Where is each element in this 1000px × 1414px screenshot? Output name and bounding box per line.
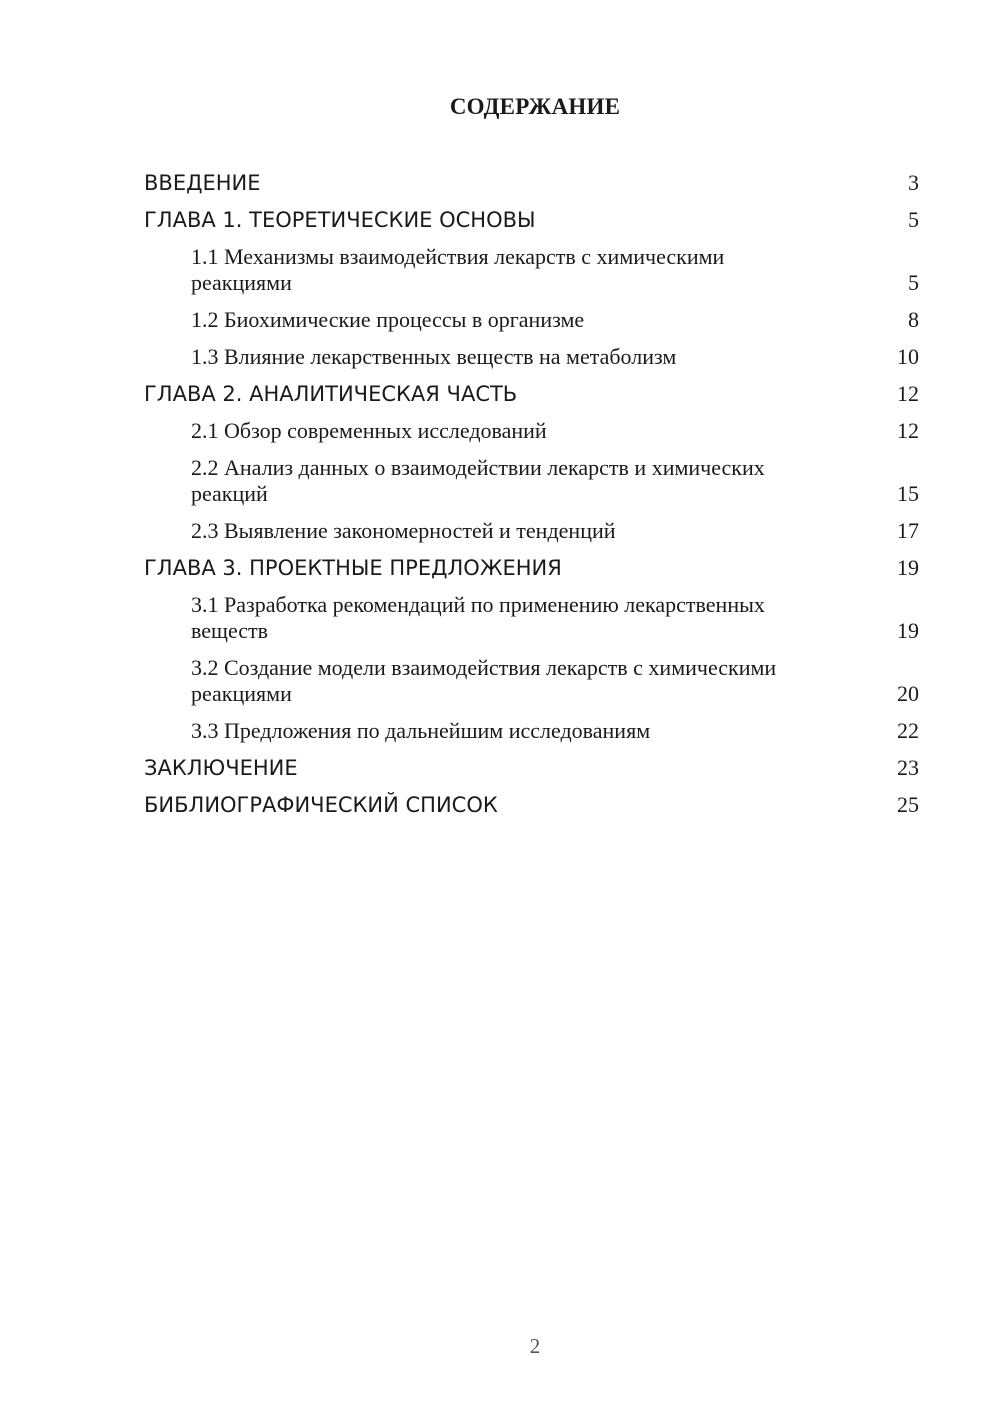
toc-entry-page: 5 (908, 207, 919, 232)
toc-entry-page: 20 (897, 681, 919, 706)
toc-entry-page: 3 (908, 170, 919, 195)
toc-entry-title: 3.1 Разработка рекомендаций по применению лекарственных веществ (191, 592, 765, 643)
toc-entry-page: 19 (897, 618, 919, 643)
toc-entry-section-3-3 (144, 718, 919, 744)
toc-entry-page: 25 (897, 792, 919, 817)
table-of-contents (144, 170, 919, 829)
toc-entry-section-1-3 (144, 344, 919, 370)
toc-entry-title: 3.2 Создание модели взаимодействия лекарств с химическими реакциями (191, 655, 777, 706)
toc-entry-page: 5 (908, 270, 919, 295)
toc-entry-page: 23 (897, 755, 919, 780)
toc-entry-title: 2.2 Анализ данных о взаимодействии лекарств и химических реакций (191, 455, 765, 506)
toc-entry-introduction (144, 170, 919, 196)
toc-entry-title: 2.3 Выявление закономерностей и тенденций (191, 518, 616, 543)
toc-entry-title: 3.3 Предложения по дальнейшим исследованиям (191, 718, 651, 743)
toc-entry-title: 2.1 Обзор современных исследований (191, 418, 547, 443)
toc-entry-section-1-1 (144, 244, 919, 296)
toc-entry-section-1-2 (144, 307, 919, 333)
toc-entry-page: 15 (897, 481, 919, 506)
toc-entry-title: ГЛАВА 2. АНАЛИТИЧЕСКАЯ ЧАСТЬ (144, 382, 518, 406)
toc-entry-title: ЗАКЛЮЧЕНИЕ (144, 756, 298, 780)
toc-entry-page: 17 (897, 518, 919, 543)
toc-entry-title: ГЛАВА 3. ПРОЕКТНЫЕ ПРЕДЛОЖЕНИЯ (144, 556, 562, 580)
toc-entry-chapter-3 (144, 555, 919, 581)
toc-entry-section-2-3 (144, 518, 919, 544)
page-title: СОДЕРЖАНИЕ (449, 94, 621, 119)
page-number: 2 (529, 1334, 541, 1358)
toc-entry-title: 1.3 Влияние лекарственных веществ на метаболизм (191, 344, 677, 369)
toc-entry-section-2-2 (144, 455, 919, 507)
toc-entry-page: 19 (897, 555, 919, 580)
toc-entry-page: 12 (897, 418, 919, 443)
toc-entry-section-3-2 (144, 655, 919, 707)
toc-entry-conclusion (144, 755, 919, 781)
toc-entry-page: 10 (897, 344, 919, 369)
toc-entry-title: ГЛАВА 1. ТЕОРЕТИЧЕСКИЕ ОСНОВЫ (144, 208, 536, 232)
toc-entry-title: 1.1 Механизмы взаимодействия лекарств с химическими реакциями (191, 244, 725, 295)
toc-entry-title: 1.2 Биохимические процессы в организме (191, 307, 585, 332)
toc-entry-section-2-1 (144, 418, 919, 444)
toc-entry-chapter-2 (144, 381, 919, 407)
toc-entry-page: 12 (897, 381, 919, 406)
toc-entry-page: 8 (908, 307, 919, 332)
toc-entry-title: БИБЛИОГРАФИЧЕСКИЙ СПИСОК (144, 793, 498, 817)
toc-entry-bibliography (144, 792, 919, 818)
toc-entry-section-3-1 (144, 592, 919, 644)
toc-entry-chapter-1 (144, 207, 919, 233)
toc-entry-page: 22 (897, 718, 919, 743)
toc-entry-title: ВВЕДЕНИЕ (144, 171, 261, 195)
